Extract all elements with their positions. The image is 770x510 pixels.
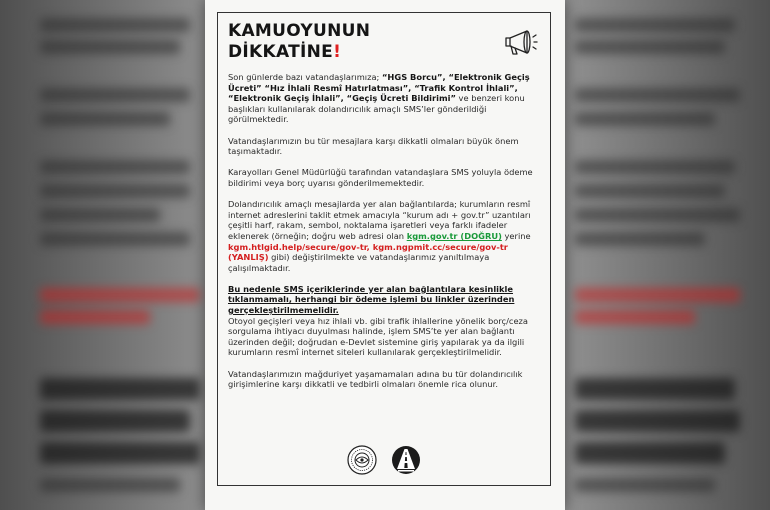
notice-frame xyxy=(217,12,551,486)
paragraph-6: Vatandaşlarımızın mağduriyet yaşamamaları adına bu tür dolandırıcılık girişimlerine karşı dikkatli ve tedbirli olmaları önemle rica olunur. xyxy=(228,368,523,390)
title-line-2: DİKKATİNE! xyxy=(228,42,342,62)
megaphone-icon xyxy=(500,23,538,57)
ministry-seal-icon xyxy=(347,445,377,475)
paragraph-3: Karayolları Genel Müdürlüğü tarafından vatandaşlara SMS yoluyla ödeme bildirimi veya borç uyarısı gönderilmemektedir. xyxy=(228,167,533,188)
correct-address: kgm.gov.tr (DOĞRU) xyxy=(406,230,502,241)
notice-sheet xyxy=(205,0,565,510)
notice-body xyxy=(228,72,544,400)
notice-title xyxy=(228,21,370,63)
sms-subjects: “HGS Borcu”, “Elektronik Geçiş Ücreti” “Hız İhlali Resmî Hatırlatması”, “Trafik Kontrol İhlali”, “Elektronik Geçiş İhlali”, “Geçiş Ücreti Bildirimi” xyxy=(228,72,530,104)
paragraph-1: Son günlerde bazı vatandaşlarımıza; “HGS Borcu”, “Elektronik Geçiş Ücreti” “Hız İhlali Resmî Hatırlatması”, “Trafik Kontrol İhlali”, “Elektronik Geçiş İhlali”, “Geçiş Ücreti Bildirimi” ve benzeri konu başlıkları kullanılarak dolandırıcılık amaçlı SMS’ler gönderildiği görülmektedir. xyxy=(228,72,530,125)
logo-row xyxy=(218,445,550,475)
kgm-road-logo-icon xyxy=(391,445,421,475)
wrong-addresses: kgm.htlgid.help/secure/gov-tr, kgm.ngpmit.cc/secure/gov-tr (YANLIŞ) xyxy=(228,241,508,263)
paragraph-5: Bu nedenle SMS içeriklerinde yer alan bağlantılara kesinlikle tıklanmamalı, herhangi bir ödeme işlemi bu linkler üzerinden gerçekleştirilmemelidir. Otoyol geçişleri veya hız ihlali vb. gibi trafik ihlallerine yönelik borç/ceza sorgulama ihtiyacı duyulması halinde, işlem SMS’te yer alan bağlantı üzerinden değil; doğrudan e-Devlet sistemine giriş yapılarak ya da ilgili kurumların resmî internet siteleri kullanılarak gerçekleştirilmelidir. xyxy=(228,283,528,358)
warning-statement: Bu nedenle SMS içeriklerinde yer alan bağlantılara kesinlikle tıklanmamalı, herhangi bir ödeme işlemi bu linkler üzerinden gerçekleştirilmemelidir. xyxy=(228,283,515,316)
title-line-1: KAMUOYUNUN xyxy=(228,21,371,41)
exclamation-mark: ! xyxy=(333,42,342,62)
paragraph-2: Vatandaşlarımızın bu tür mesajlara karşı dikkatli olmaları büyük önem taşımaktadır. xyxy=(228,135,519,157)
paragraph-4: Dolandırıcılık amaçlı mesajlarda yer alan bağlantılarda; kurumların resmî internet adreslerini taklit etmek amacıyla “kurum adı + gov.tr” uzantıları çeşitli harf, rakam, sembol, noktalama işaretleri veya farklı ifadeler eklenerek (örneğin; doğru web adresi olan kgm.gov.tr (DOĞRU) yerine kgm.htlgid.help/secure/gov-tr, kgm.ngpmit.cc/secure/gov-tr (YANLIŞ) gibi) değiştirilmekte ve vatandaşlarımız yanıltılmaya çalışılmaktadır. xyxy=(228,199,531,273)
